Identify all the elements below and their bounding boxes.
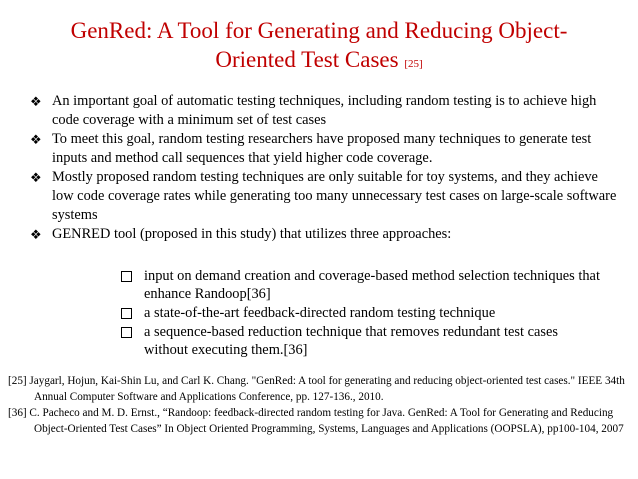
- bullet-text: An important goal of automatic testing techniques, including random testing is to achieve high code coverage with a minimum set of test cases: [52, 93, 597, 128]
- diamond-bullet-icon: ❖: [30, 227, 42, 242]
- checkbox-bullet-icon: [121, 271, 132, 282]
- bullet-item: [30, 225, 620, 244]
- diamond-bullet-icon: ❖: [30, 94, 42, 109]
- checkbox-bullet-icon: [121, 327, 132, 338]
- reference-item: [36] C. Pacheco and M. D. Ernst., “Randoop: feedback-directed random testing for Java. GenRed: A Tool for Generating and Reducing Object-Oriented Test Cases” In Object Oriented Programming, Systems, Languages and Applications (OOPSLA), pp100-104, 2007: [8, 407, 624, 435]
- bullet-item: [30, 92, 620, 130]
- references: [8, 373, 632, 437]
- bullet-list: [30, 92, 620, 244]
- sub-bullet-list: [120, 267, 600, 360]
- title-line-2: [20, 45, 618, 79]
- bullet-text: GENRED tool (proposed in this study) that utilizes three approaches:: [52, 226, 452, 242]
- title-reference: [25]: [404, 58, 423, 70]
- sub-bullet-text: input on demand creation and coverage-based method selection techniques that enhance Randoop[36]: [144, 268, 600, 302]
- bullet-item: [30, 168, 620, 225]
- reference-item: [25] Jaygarl, Hojun, Kai-Shin Lu, and Carl K. Chang. "GenRed: A tool for generating and reducing object-oriented test cases." IEEE 34th Annual Computer Software and Applications Conference, pp. 127-136., 2010.: [8, 375, 625, 403]
- bullet-text: Mostly proposed random testing techniques are only suitable for toy systems, and they achieve low code coverage rates while generating too many unnecessary test cases on large-scale software systems: [52, 169, 617, 223]
- sub-bullet-item: [120, 304, 600, 322]
- slide-title: [20, 16, 618, 79]
- diamond-bullet-icon: ❖: [30, 170, 42, 185]
- sub-bullet-text: a sequence-based reduction technique that removes redundant test cases without executing them.[36]: [144, 324, 558, 358]
- diamond-bullet-icon: ❖: [30, 132, 42, 147]
- bullet-item: [30, 130, 620, 168]
- sub-bullet-item: [120, 323, 600, 359]
- bullet-text: To meet this goal, random testing researchers have proposed many techniques to generate test inputs and method call sequences that yield higher code coverage.: [52, 131, 592, 166]
- sub-bullet-item: [120, 267, 600, 303]
- title-line-2-text: Oriented Test Cases: [215, 47, 399, 72]
- sub-bullet-text: a state-of-the-art feedback-directed random testing technique: [144, 305, 496, 321]
- checkbox-bullet-icon: [121, 308, 132, 319]
- title-line-1: GenRed: A Tool for Generating and Reducing Object-: [70, 18, 568, 43]
